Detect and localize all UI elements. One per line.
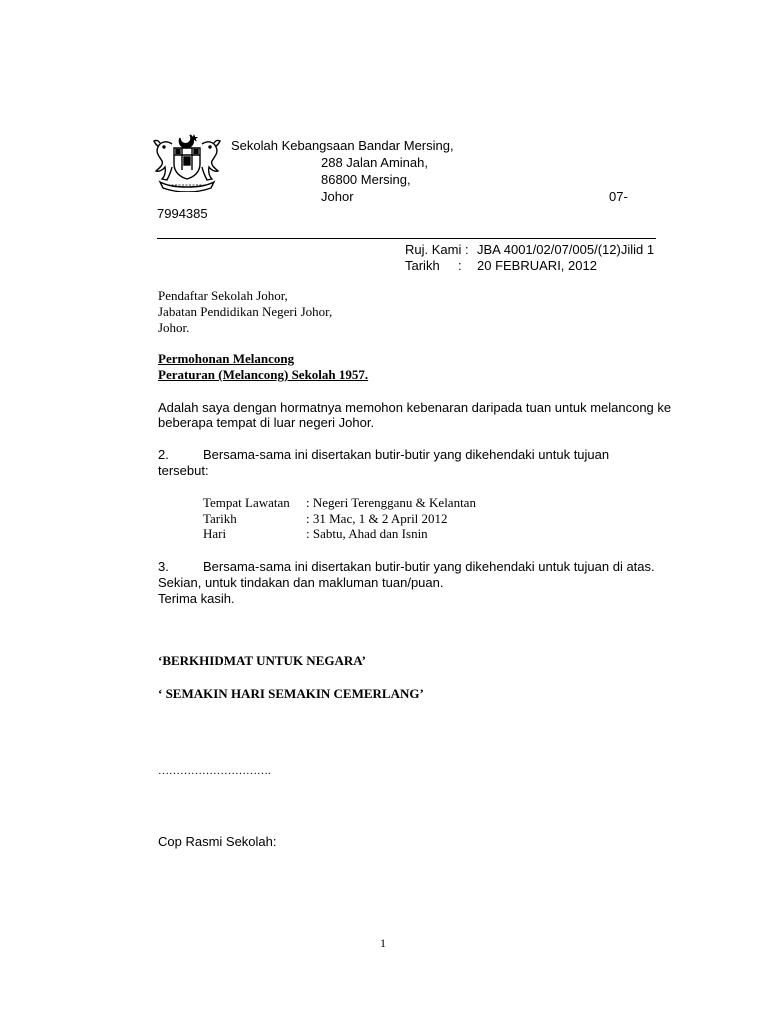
- para2-line-2: tersebut:: [158, 463, 209, 478]
- motto-2: ‘ SEMAKIN HARI SEMAKIN CEMERLANG’: [158, 686, 424, 701]
- detail-label: Tempat Lawatan: [203, 495, 290, 510]
- tarikh-label: Tarikh: [405, 258, 440, 273]
- closing-text: Terima kasih.: [158, 591, 235, 606]
- letterhead-divider: [157, 238, 656, 239]
- address-state: Johor: [321, 189, 354, 204]
- tarikh-colon: :: [458, 258, 462, 273]
- detail-label: Tarikh: [203, 511, 237, 526]
- detail-value: : 31 Mac, 1 & 2 April 2012: [306, 511, 448, 526]
- ruj-label: Ruj. Kami :: [405, 242, 469, 257]
- address-line-1: 288 Jalan Aminah,: [321, 155, 428, 170]
- subject-line-1: Permohonan Melancong: [158, 351, 295, 366]
- stamp-label: Cop Rasmi Sekolah:: [158, 834, 277, 849]
- recipient-line-3: Johor.: [158, 320, 190, 335]
- para2-line-1: Bersama-sama ini disertakan butir-butir yang dikehendaki untuk tujuan: [203, 447, 610, 462]
- phone-part-1: 07-: [609, 189, 628, 204]
- ruj-value: JBA 4001/02/07/005/(12)Jilid 1: [477, 242, 655, 257]
- address-line-2: 86800 Mersing,: [321, 172, 411, 187]
- coat-of-arms-icon: [150, 130, 224, 192]
- para3-number: 3.: [158, 559, 169, 574]
- para3-line-1: Bersama-sama ini disertakan butir-butir yang dikehendaki untuk tujuan di atas.: [203, 559, 655, 574]
- para1-line-2: beberapa tempat di luar negeri Johor.: [158, 415, 375, 430]
- signature-dots: ………………………….: [158, 765, 271, 777]
- tarikh-value: 20 FEBRUARI, 2012: [477, 258, 597, 273]
- para1-line-1: Adalah saya dengan hormatnya memohon kebenaran daripada tuan untuk melancong ke: [158, 400, 672, 415]
- phone-part-2: 7994385: [157, 206, 208, 221]
- para3-line-2: Sekian, untuk tindakan dan makluman tuan/puan.: [158, 575, 444, 590]
- recipient-line-2: Jabatan Pendidikan Negeri Johor,: [158, 304, 333, 319]
- school-name: Sekolah Kebangsaan Bandar Mersing,: [231, 138, 454, 153]
- para2-number: 2.: [158, 447, 169, 462]
- page-number: 1: [380, 936, 386, 950]
- recipient-line-1: Pendaftar Sekolah Johor,: [158, 288, 288, 303]
- motto-1: ‘BERKHIDMAT UNTUK NEGARA’: [158, 653, 367, 668]
- detail-value: : Sabtu, Ahad dan Isnin: [306, 526, 428, 541]
- detail-value: : Negeri Terengganu & Kelantan: [306, 495, 476, 510]
- subject-line-2: Peraturan (Melancong) Sekolah 1957.: [158, 367, 369, 382]
- detail-label: Hari: [203, 526, 227, 541]
